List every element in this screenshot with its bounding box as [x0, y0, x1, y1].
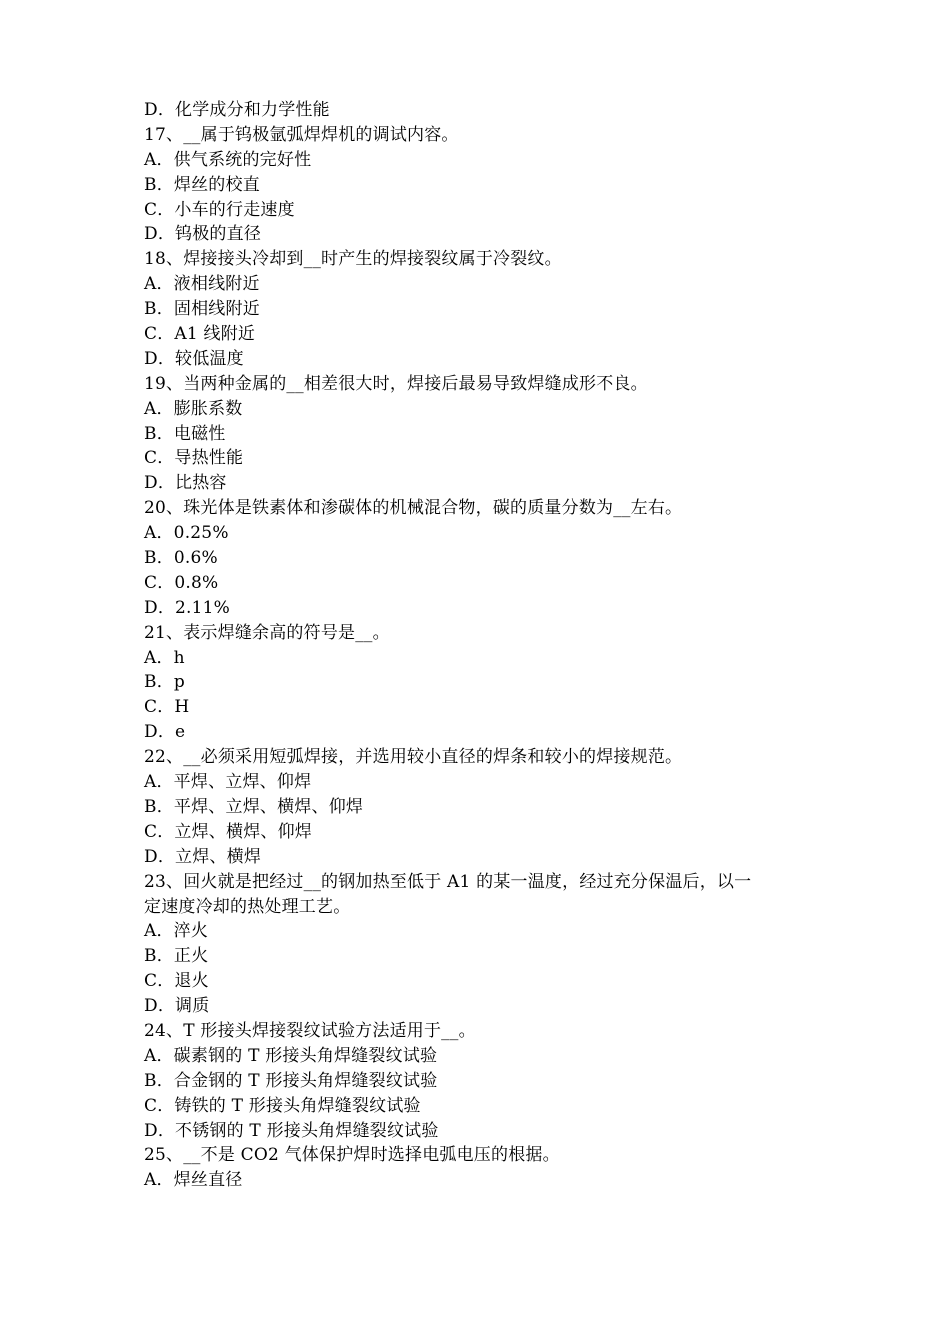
option-22-d: D．立焊、横焊: [144, 846, 262, 867]
question-21: 21、表示焊缝余高的符号是__。: [144, 622, 390, 643]
option-19-d: D．比热容: [144, 473, 227, 494]
question-18: 18、焊接接头冷却到__时产生的焊接裂纹属于冷裂纹。: [144, 249, 562, 270]
option-18-d: D．较低温度: [144, 348, 244, 369]
option-16-d: D．化学成分和力学性能: [144, 100, 330, 120]
option-21-a: A．h: [144, 647, 185, 668]
option-18-a: A．液相线附近: [144, 274, 260, 295]
option-22-c: C．立焊、横焊、仰焊: [144, 821, 313, 842]
option-17-a: A．供气系统的完好性: [144, 149, 312, 170]
question-23-line-1: 23、回火就是把经过__的钢加热至低于 A1 的某一温度，经过充分保温后，以一: [144, 871, 752, 892]
question-19: 19、当两种金属的__相差很大时，焊接后最易导致焊缝成形不良。: [144, 373, 648, 394]
document-page: [144, 98, 824, 1193]
question-22: 22、__必须采用短弧焊接，并选用较小直径的焊条和较小的焊接规范。: [144, 747, 683, 768]
option-22-a: A．平焊、立焊、仰焊: [144, 772, 312, 793]
option-21-d: D．e: [144, 722, 186, 743]
option-23-b: B．正火: [144, 946, 209, 967]
option-19-b: B．电磁性: [144, 423, 226, 444]
question-24: 24、T 形接头焊接裂纹试验方法适用于__。: [144, 1020, 476, 1041]
option-20-b: B．0.6%: [144, 548, 218, 569]
option-23-a: A．淬火: [144, 921, 209, 942]
option-25-a: A．焊丝直径: [144, 1170, 243, 1191]
option-18-c: C．A1 线附近: [144, 324, 256, 345]
option-17-d: D．钨极的直径: [144, 224, 262, 245]
option-18-b: B．固相线附近: [144, 299, 260, 320]
option-21-c: C．H: [144, 697, 190, 718]
option-22-b: B．平焊、立焊、横焊、仰焊: [144, 796, 364, 817]
option-24-b: B．合金钢的 T 形接头角焊缝裂纹试验: [144, 1070, 438, 1091]
option-24-c: C．铸铁的 T 形接头角焊缝裂纹试验: [144, 1095, 421, 1116]
option-21-b: B．p: [144, 672, 185, 693]
option-23-d: D．调质: [144, 996, 210, 1017]
option-20-c: C．0.8%: [144, 572, 219, 593]
option-24-a: A．碳素钢的 T 形接头角焊缝裂纹试验: [144, 1045, 438, 1066]
option-17-b: B．焊丝的校直: [144, 174, 260, 195]
option-19-a: A．膨胀系数: [144, 398, 243, 419]
question-20: 20、珠光体是铁素体和渗碳体的机械混合物，碳的质量分数为__左右。: [144, 498, 683, 519]
option-24-d: D．不锈钢的 T 形接头角焊缝裂纹试验: [144, 1120, 439, 1141]
option-23-c: C．退火: [144, 971, 209, 992]
option-19-c: C．导热性能: [144, 448, 244, 469]
question-23-line-2: 定速度冷却的热处理工艺。: [144, 896, 351, 917]
option-17-c: C．小车的行走速度: [144, 199, 295, 220]
question-25: 25、__不是 CO2 气体保护焊时选择电弧电压的根据。: [144, 1145, 560, 1166]
question-17: 17、__属于钨极氩弧焊焊机的调试内容。: [144, 124, 459, 145]
option-20-a: A．0.25%: [144, 523, 229, 544]
option-20-d: D．2.11%: [144, 597, 231, 618]
